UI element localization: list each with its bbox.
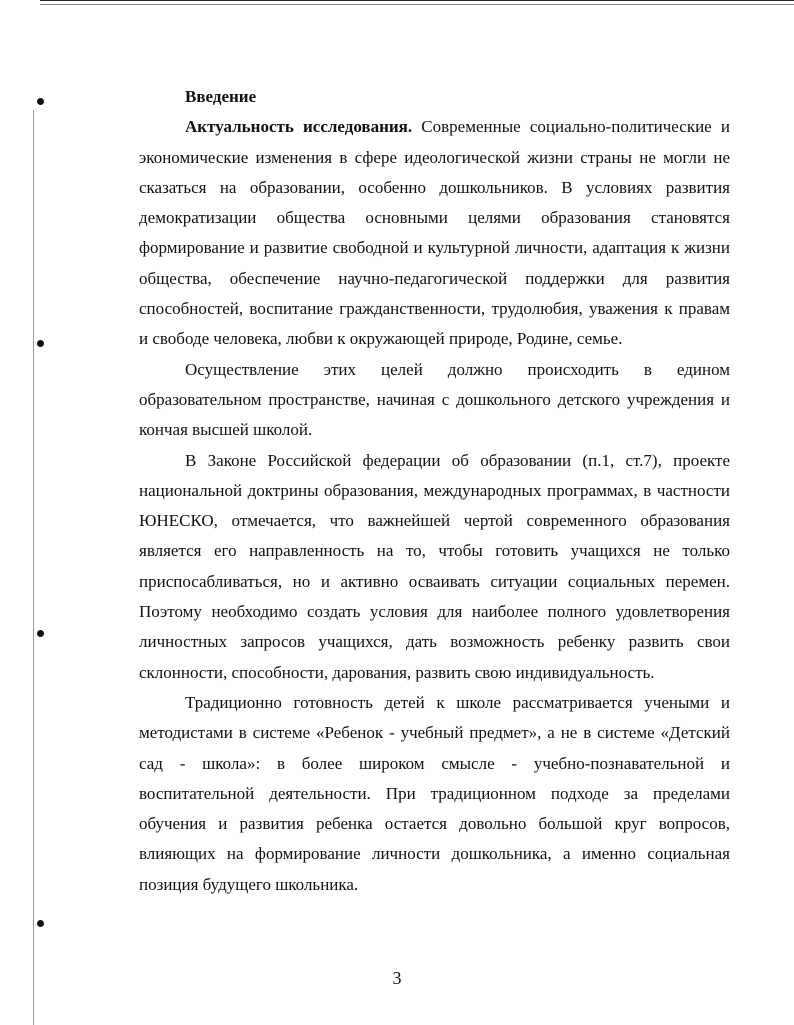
page-number: 3 xyxy=(392,968,402,988)
paragraph-2 xyxy=(139,355,730,446)
paragraph-text: Традиционно готовность детей к школе рассматривается учеными и методистами в системе «Ребенок - учебный предмет», а не в системе «Детский сад - школа»: в более широком смысле - учебно-познавательной и воспитательной деятельности. При традиционном подходе за пределами обучения и развития ребенка остается довольно большой круг вопросов, влияющих на формирование личности дошкольника, а именно социальная позиция будущего школьника. xyxy=(139,692,730,894)
paragraph-3 xyxy=(139,446,730,688)
punch-hole-mark xyxy=(37,920,44,927)
punch-hole-mark xyxy=(37,340,44,347)
document-page xyxy=(139,82,730,900)
scan-top-border xyxy=(40,0,794,5)
section-heading: Введение xyxy=(185,87,257,106)
paragraph-1 xyxy=(139,112,730,354)
paragraph-text: Современные социально-политические и экономические изменения в сфере идеологической жизни страны не могли не сказаться на образовании, особенно дошкольников. В условиях развития демократизации общества основными целями образования становятся формирование и развитие свободной и культурной личности, адаптация к жизни общества, обеспечение научно-педагогической поддержки для развития способностей, воспитание гражданственности, трудолюбия, уважения к правам и свободе человека, любви к окружающей природе, Родине, семье. xyxy=(139,117,730,349)
punch-hole-mark xyxy=(37,630,44,637)
paragraph-text: В Законе Российской федерации об образовании (п.1, ст.7), проекте национальной доктрины образования, международных программах, в частности ЮНЕСКО, отмечается, что важнейшей чертой современного образования является его направленность на то, чтобы готовить учащихся не только приспосабливаться, но и активно осваивать ситуации социальных перемен. Поэтому необходимо создать условия для наиболее полного удовлетворения личностных запросов учащихся, дать возможность ребенку развить свои склонности, способности, дарования, развить свою индивидуальность. xyxy=(139,450,730,682)
paragraph-text: Осуществление этих целей должно происходить в едином образовательном пространстве, начиная с дошкольного детского учреждения и кончая высшей школой. xyxy=(139,359,730,440)
scan-left-edge xyxy=(33,110,34,1025)
punch-hole-mark xyxy=(37,98,44,105)
paragraph-lead: Актуальность исследования. xyxy=(185,117,413,137)
paragraph-4 xyxy=(139,688,730,900)
